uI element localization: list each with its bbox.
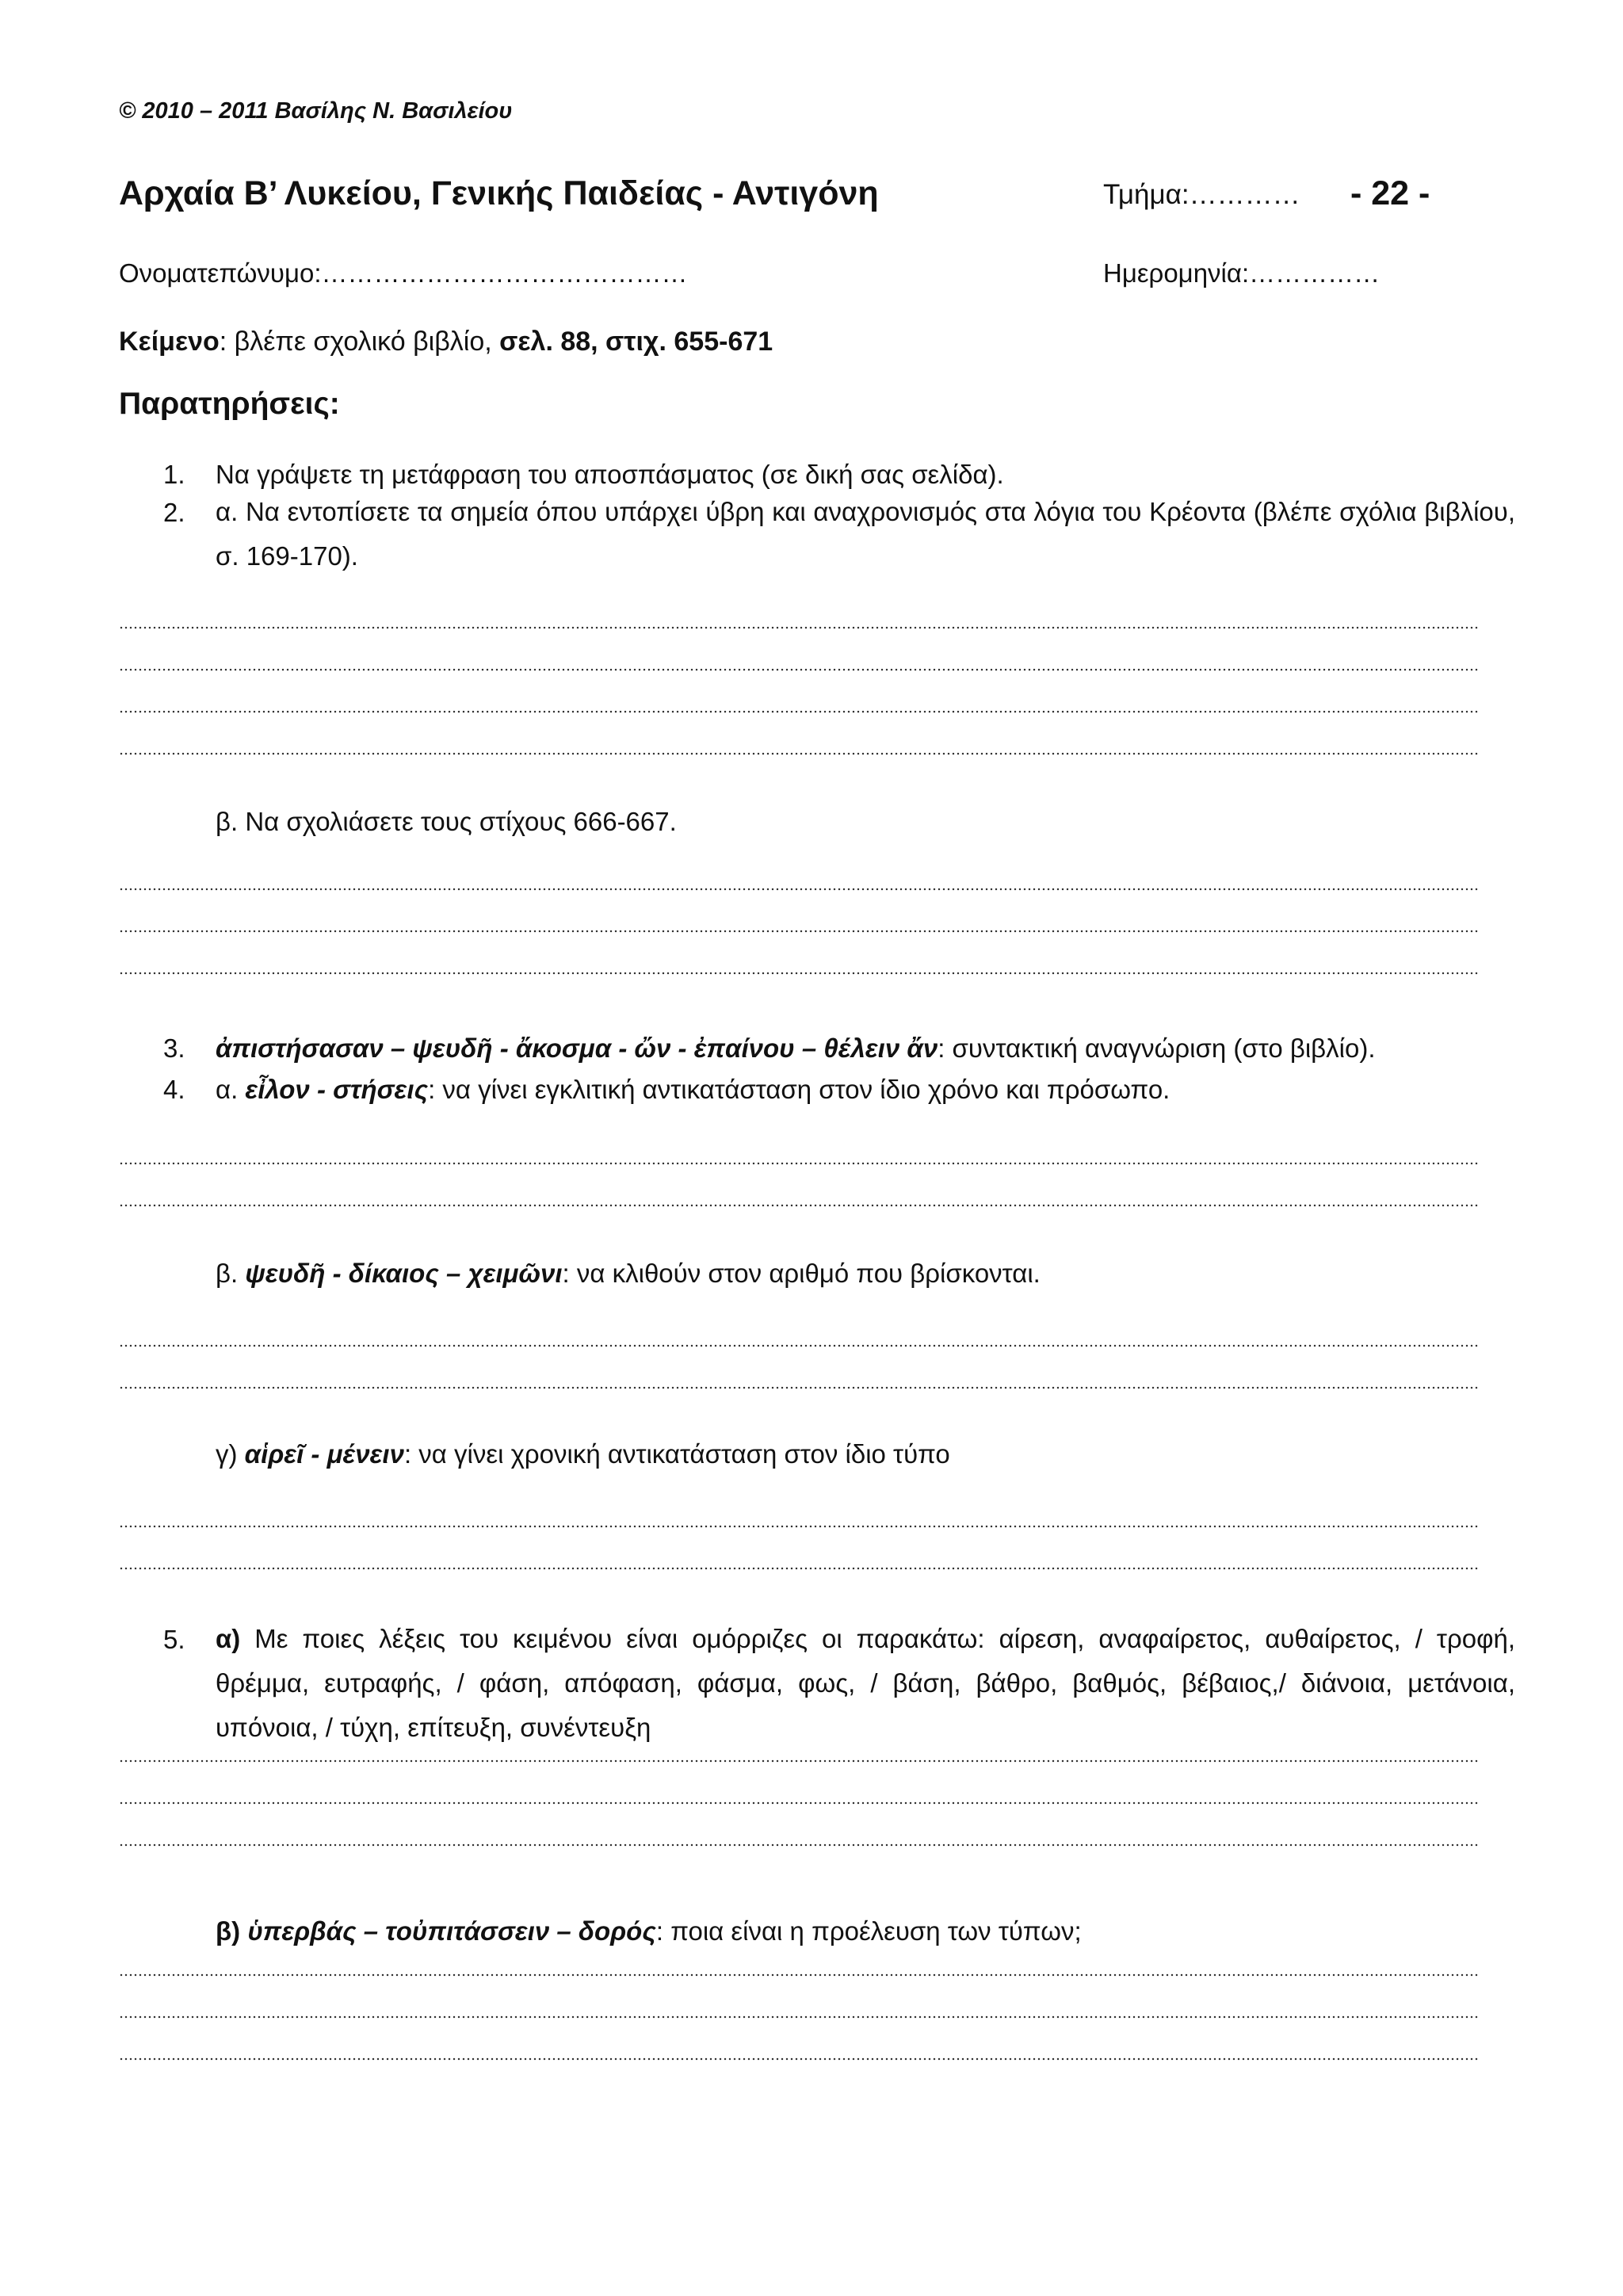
question-5a-label: α)	[216, 1624, 241, 1653]
question-2b-text: β. Να σχολιάσετε τους στίχους 666-667.	[216, 807, 677, 836]
question-4a-text	[216, 1075, 1170, 1105]
question-4b-text	[216, 1259, 1041, 1289]
answer-line	[119, 888, 1479, 891]
question-5b-text	[216, 1916, 1082, 1946]
question-4c-instruction: : να γίνει χρονική αντικατάσταση στον ίδιο τύπο	[403, 1439, 950, 1469]
question-1-number: 1.	[163, 460, 185, 489]
answer-line	[119, 2057, 1479, 2061]
question-3-instruction: : συντακτική αναγνώριση (στο βιβλίο).	[938, 1033, 1376, 1063]
name-field: Ονοματεπώνυμο:……………………………………	[119, 258, 688, 288]
worksheet-title: Αρχαία Β’ Λυκείου, Γενικής Παιδείας - Αντιγόνη	[119, 174, 879, 212]
text-reference	[119, 327, 773, 357]
question-5b-instruction: : ποια είναι η προέλευση των τύπων;	[655, 1916, 1082, 1946]
answer-line	[119, 626, 1479, 629]
answer-line	[119, 1973, 1479, 1977]
question-5a-body: Με ποιες λέξεις του κειμένου είναι ομόρριζες οι παρακάτω: αίρεση, αναφαίρετος, αυθαίρετος, / τροφή, θρέμμα, ευτραφής, / φάση, απόφαση, φάσμα, φως, / βάση, βάθρο, βαθμός, βέβαιος,/ διάνοια, μετάνοια, υπόνοια, / τύχη, επίτευξη, συνέντευξη	[216, 1624, 1515, 1742]
question-4a-instruction: : να γίνει εγκλιτική αντικατάσταση στον ίδιο χρόνο και πρόσωπο.	[428, 1075, 1170, 1104]
answer-line	[119, 1386, 1479, 1389]
question-1-text: Να γράψετε τη μετάφραση του αποσπάσματος (σε δική σας σελίδα).	[216, 460, 1004, 489]
answer-line	[119, 710, 1479, 713]
question-4-number: 4.	[163, 1075, 185, 1104]
question-4b-instruction: : να κλιθούν στον αριθμό που βρίσκονται.	[562, 1259, 1041, 1288]
observations-title: Παρατηρήσεις:	[119, 387, 340, 421]
question-5b-words: ὑπερβάς – τοὐπιτάσσειν – δορός	[247, 1916, 656, 1946]
question-3-number: 3.	[163, 1033, 185, 1063]
question-3-words: ἀπιστήσασαν – ψευδῆ - ἄκοσμα - ὤν - ἐπαίνου – θέλειν ἄν	[216, 1033, 938, 1063]
answer-line	[119, 752, 1479, 755]
question-4a-words: εἶλον - στήσεις	[245, 1075, 429, 1104]
answer-line	[119, 1567, 1479, 1570]
answer-line	[119, 1759, 1479, 1763]
question-5b-label: β)	[216, 1916, 248, 1946]
answer-line	[119, 1344, 1479, 1347]
question-3-text	[216, 1033, 1376, 1064]
question-4b-prefix: β.	[216, 1259, 246, 1288]
answer-line	[119, 668, 1479, 671]
question-4c-prefix: γ)	[216, 1439, 245, 1469]
answer-line	[119, 1843, 1479, 1847]
question-2-number: 2.	[163, 498, 185, 527]
question-5a-text	[216, 1617, 1515, 1750]
question-4a-prefix: α.	[216, 1075, 246, 1104]
class-field: Τμήμα:…………	[1103, 179, 1300, 210]
answer-line	[119, 1204, 1479, 1207]
question-4c-text	[216, 1439, 950, 1469]
question-5-number: 5.	[163, 1625, 185, 1654]
question-2a-text: α. Να εντοπίσετε τα σημεία όπου υπάρχει ύβρη και αναχρονισμός στα λόγια του Κρέοντα (βλέπε σχόλια βιβλίου, σ. 169-170).	[216, 497, 1515, 571]
date-field: Ημερομηνία:……………	[1103, 258, 1381, 288]
question-4c-words: αἱρεῖ - μένειν	[244, 1439, 404, 1469]
answer-line	[119, 930, 1479, 933]
text-label: Κείμενο	[119, 327, 220, 357]
answer-line	[119, 1162, 1479, 1165]
text-reference-lines: σελ. 88, στιχ. 655-671	[499, 327, 773, 357]
answer-line	[119, 1525, 1479, 1528]
page-number: - 22 -	[1350, 174, 1430, 212]
answer-line	[119, 1801, 1479, 1805]
copyright-note: © 2010 – 2011 Βασίλης Ν. Βασιλείου	[119, 98, 513, 124]
question-4b-words: ψευδῆ - δίκαιος – χειμῶνι	[245, 1259, 563, 1288]
text-reference-body: : βλέπε σχολικό βιβλίο,	[219, 327, 500, 357]
answer-line	[119, 2015, 1479, 2019]
answer-line	[119, 972, 1479, 975]
